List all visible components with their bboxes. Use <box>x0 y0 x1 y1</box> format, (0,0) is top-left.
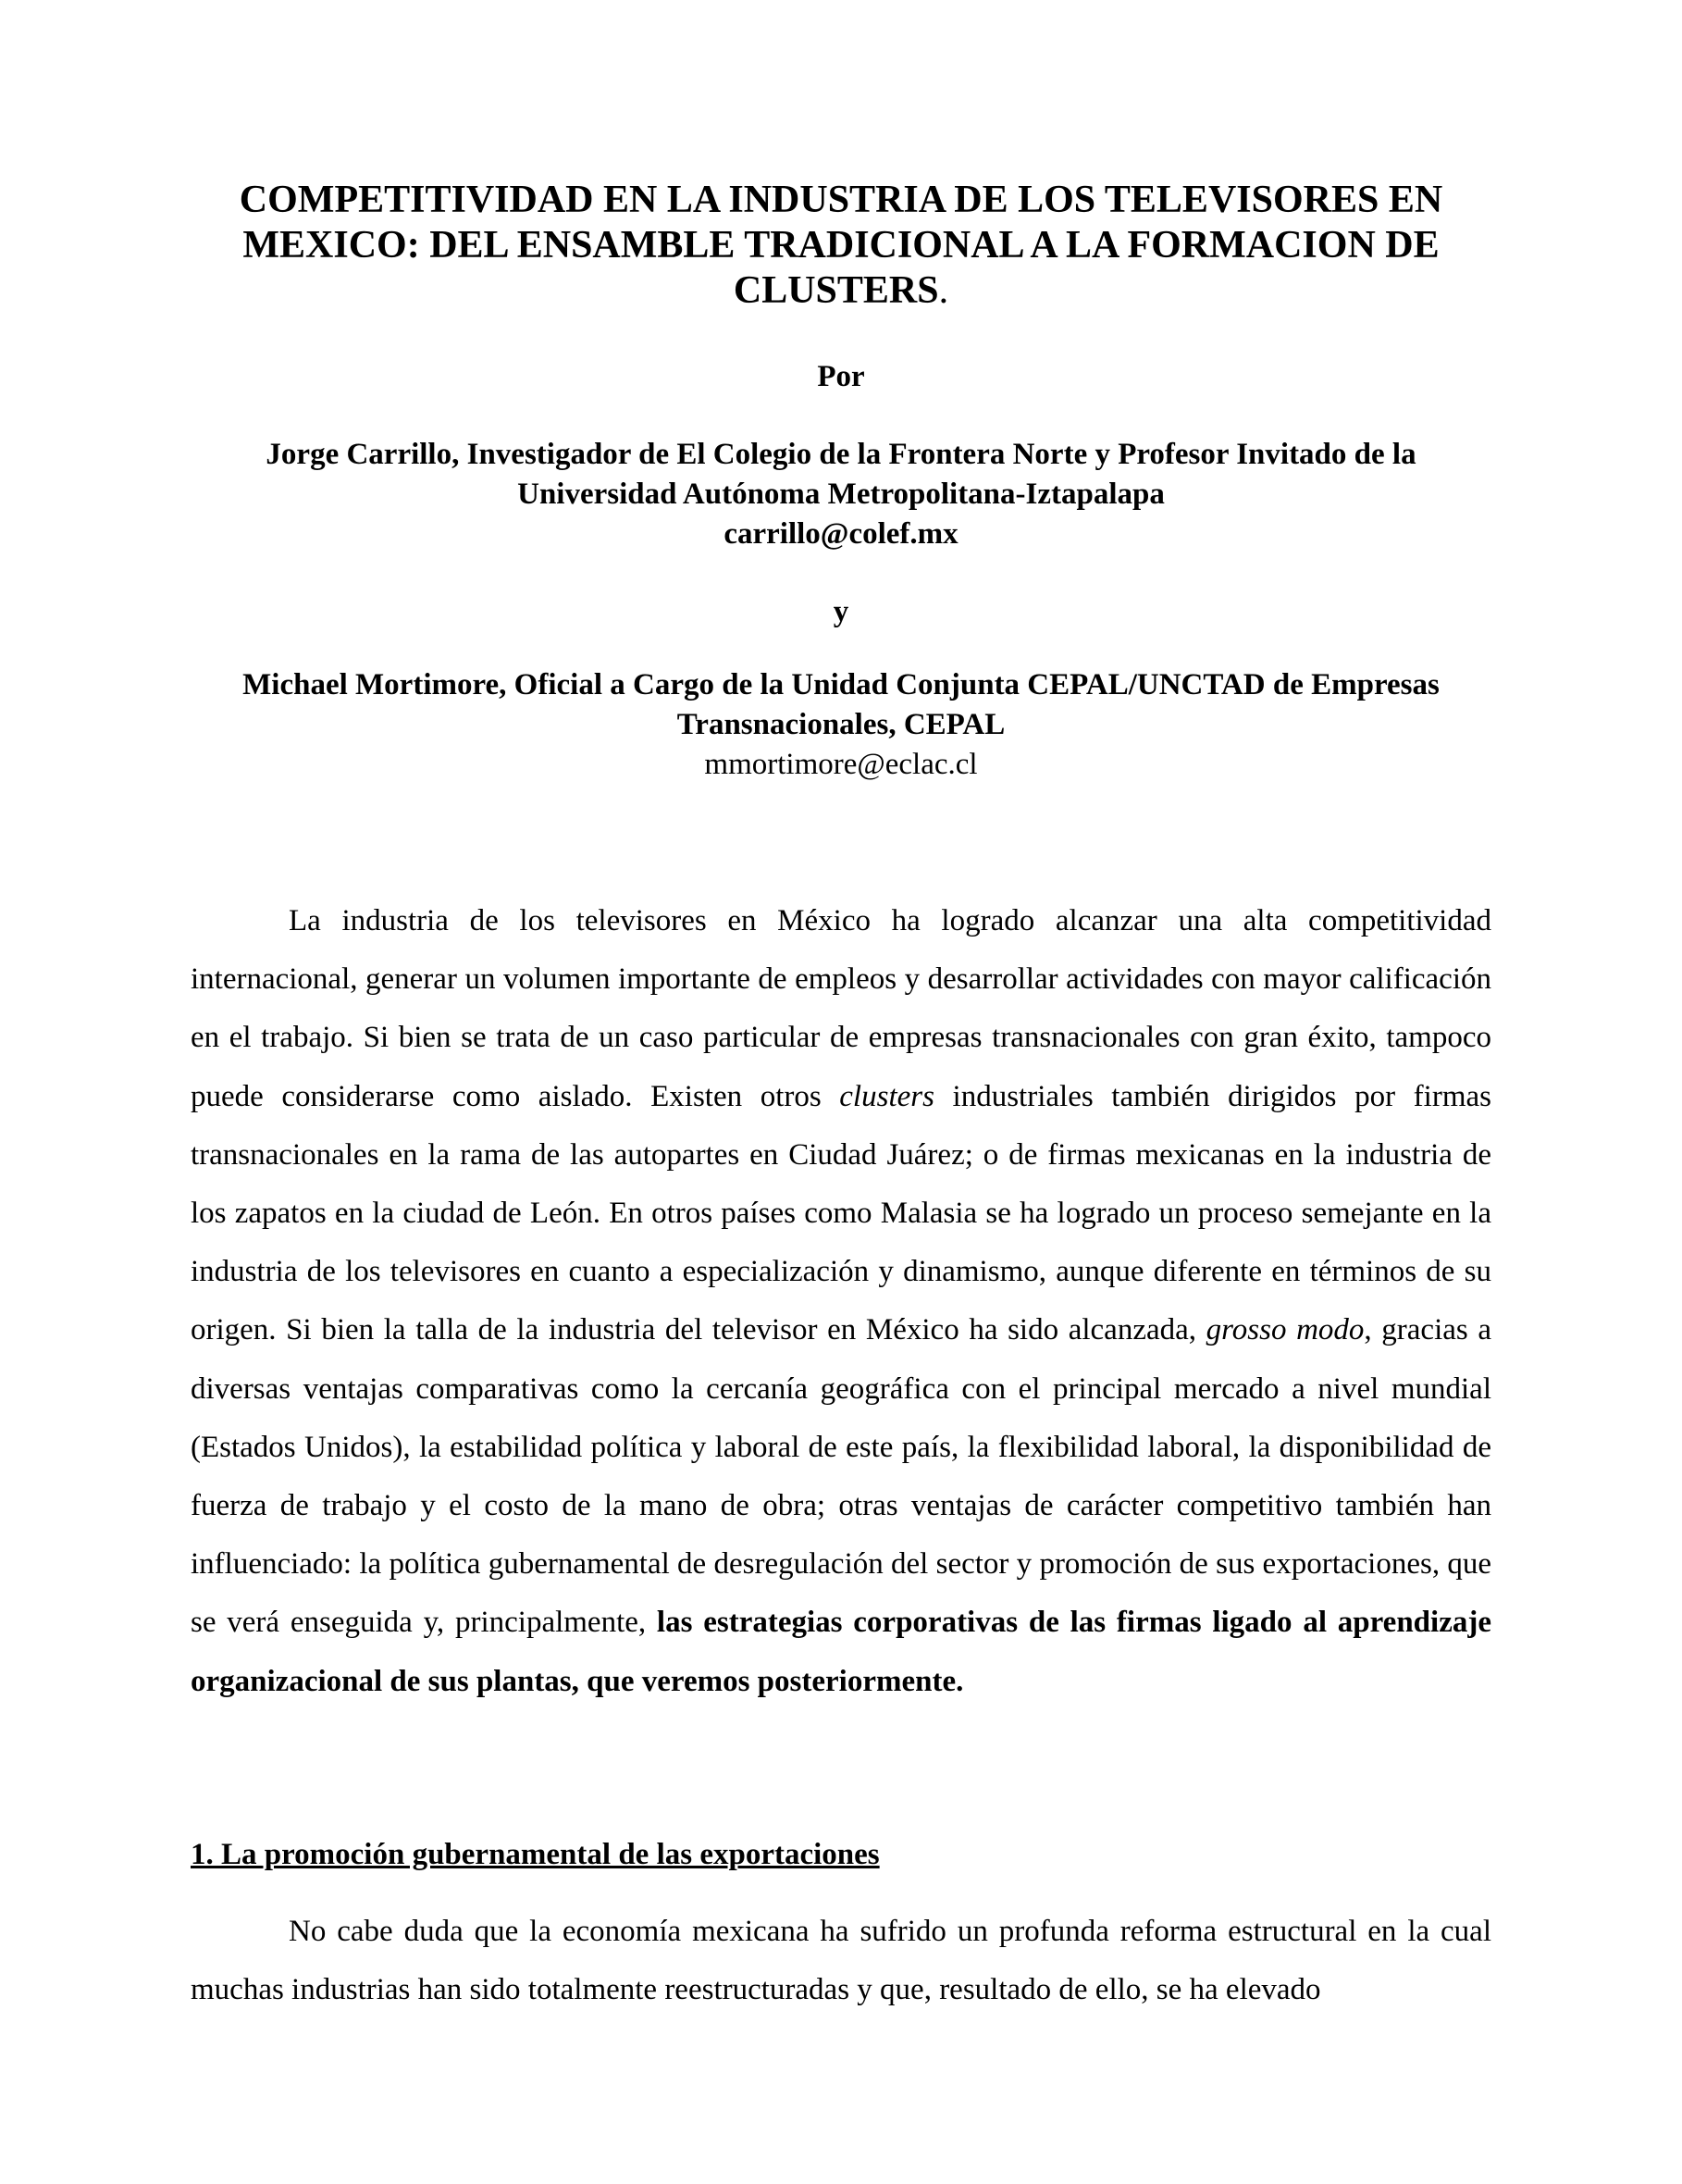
author-1-email: carrillo@colef.mx <box>724 517 958 551</box>
document-title-period: . <box>938 269 949 312</box>
author-2-block <box>139 665 1543 785</box>
section-1-paragraph <box>191 1903 1491 2019</box>
intro-bold-conclusion: las estrategias corporativas de las firmas ligado al aprendizaje organizacional de sus plantas, que veremos posteriormente. <box>191 1606 1491 1698</box>
intro-paragraph <box>191 892 1491 1711</box>
intro-text-part-2: industriales también dirigidos por firmas transnacionales en la rama de las autopartes en Ciudad Juárez; o de firmas mexicanas en la industria de los zapatos en la ciudad de León. En otros países como Malasia se ha logrado un proceso semejante en la industria de los televisores en cuanto a especialización y dinamismo, aunque diferente en términos de su origen. Si bien la talla de la industria del televisor en México ha sido alcanzada, <box>191 1079 1491 1347</box>
intro-text-part-1: La industria de los televisores en México ha logrado alcanzar una alta competitividad internacional, generar un volumen importante de empleos y desarrollar actividades con mayor calificación en el trabajo. Si bien se trata de un caso particular de empresas transnacionales con gran éxito, tampoco puede considerarse como aislado. Existen otros <box>191 904 1491 1113</box>
document-title-text: COMPETITIVIDAD EN LA INDUSTRIA DE LOS TELEVISORES EN MEXICO: DEL ENSAMBLE TRADICIONAL A LA FORMACION DE CLUSTERS <box>239 179 1443 312</box>
author-2-email: mmortimore@eclac.cl <box>704 748 978 781</box>
intro-text-part-3: , gracias a diversas ventajas comparativas como la cercanía geográfica con el principal mercado a nivel mundial (Estados Unidos), la estabilidad política y laboral de este país, la flexibilidad laboral, la disponibilidad de fuerza de trabajo y el costo de la mano de obra; otras ventajas de carácter competitivo también han influenciado: la política gubernamental de desregulación del sector y promoción de sus exportaciones, que se verá enseguida y, principalmente, <box>191 1313 1492 1640</box>
intro-italic-clusters: clusters <box>839 1079 934 1113</box>
author-2-affiliation-line-2: Transnacionales, CEPAL <box>676 708 1006 741</box>
author-1-block <box>139 435 1543 554</box>
section-1-text: No cabe duda que la economía mexicana ha sufrido un profunda reforma estructural en la cual muchas industrias han sido totalmente reestructuradas y que, resultado de ello, se ha elevado <box>191 1915 1491 2007</box>
author-1-affiliation-line-2: Universidad Autónoma Metropolitana-Iztapalapa <box>517 478 1165 511</box>
author-conjunction: y <box>833 595 849 628</box>
document-title <box>185 178 1497 314</box>
section-1-heading: 1. La promoción gubernamental de las exportaciones <box>191 1838 880 1871</box>
author-2-affiliation-line-1: Michael Mortimore, Oficial a Cargo de la Unidad Conjunta CEPAL/UNCTAD de Empresas <box>242 668 1440 701</box>
by-label: Por <box>817 360 865 393</box>
intro-italic-grosso-modo: grosso modo <box>1206 1313 1365 1347</box>
author-1-affiliation-line-1: Jorge Carrillo, Investigador de El Colegio de la Frontera Norte y Profesor Invitado de la <box>266 438 1416 471</box>
